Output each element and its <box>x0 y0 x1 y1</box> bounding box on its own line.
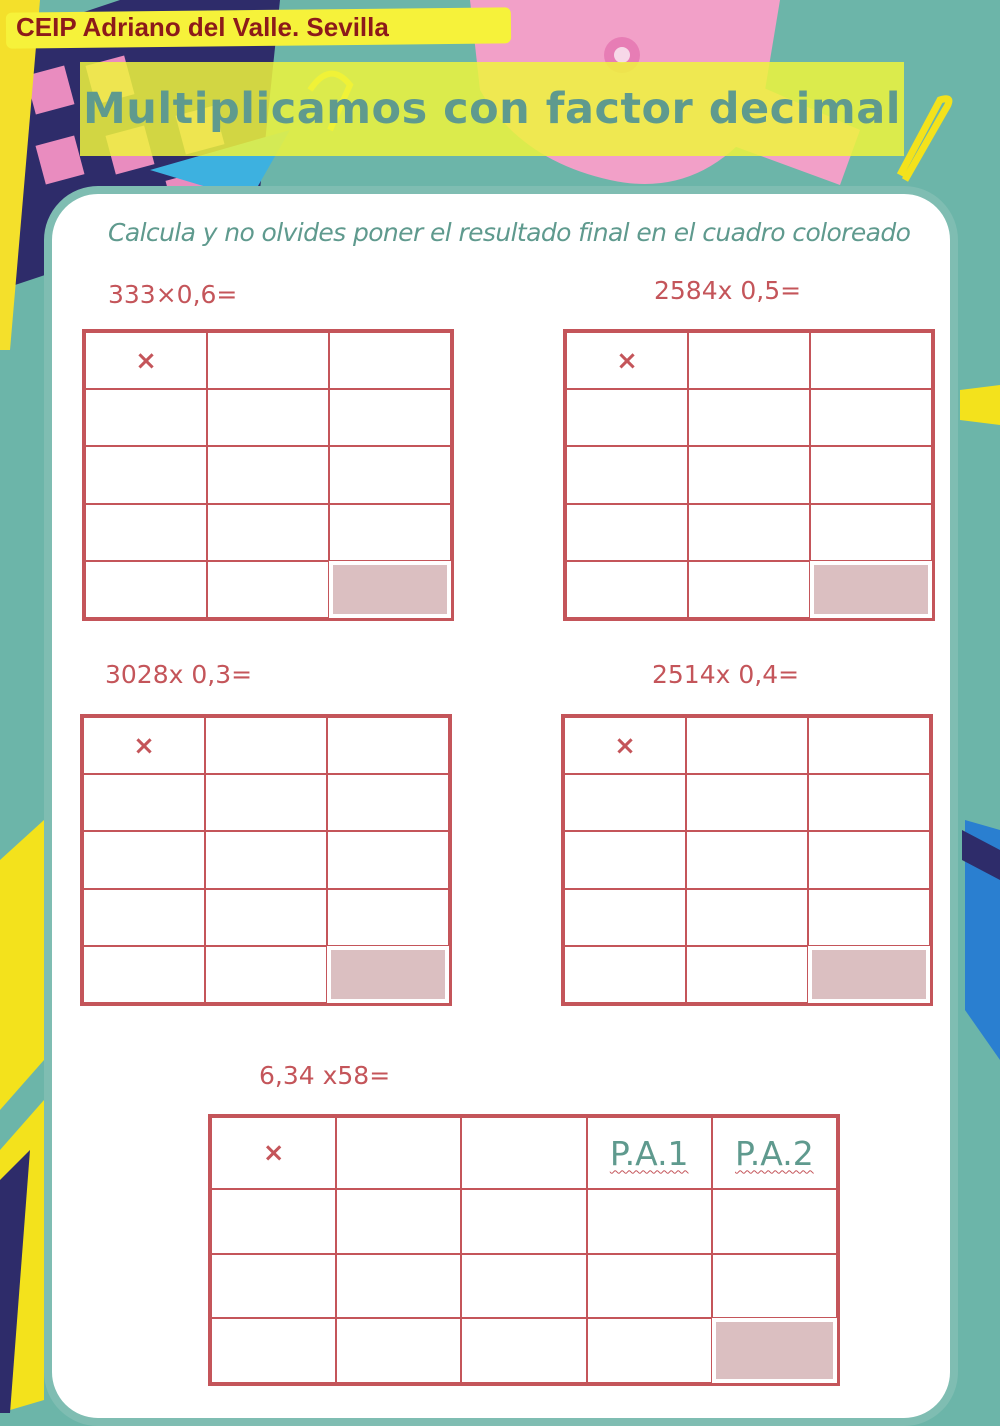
grid-cell[interactable] <box>566 446 688 503</box>
grid-cell[interactable] <box>85 332 207 389</box>
grid-cell[interactable] <box>207 332 329 389</box>
grid-cell[interactable] <box>564 831 686 888</box>
multiply-sign: × <box>614 730 636 761</box>
grid-cell[interactable] <box>211 1318 336 1383</box>
problem-5-label: 6,34 x58= <box>259 1061 391 1090</box>
grid-cell[interactable] <box>83 774 205 831</box>
grid-cell[interactable] <box>712 1189 837 1254</box>
grid-cell[interactable] <box>688 332 810 389</box>
problem-3-grid <box>80 714 452 1006</box>
paperclip-decoration <box>900 99 949 180</box>
grid-cell[interactable] <box>712 1254 837 1319</box>
grid-cell[interactable] <box>564 889 686 946</box>
grid-cell[interactable] <box>461 1189 586 1254</box>
problem-4-label: 2514x 0,4= <box>652 660 800 689</box>
grid-cell[interactable] <box>688 504 810 561</box>
multiply-sign: × <box>616 345 638 376</box>
grid-cell[interactable] <box>207 446 329 503</box>
grid-cell[interactable] <box>83 889 205 946</box>
grid-cell[interactable] <box>688 389 810 446</box>
grid-cell[interactable] <box>336 1189 461 1254</box>
problem-4-grid <box>561 714 933 1006</box>
grid-cell[interactable] <box>211 1117 336 1189</box>
grid-cell[interactable] <box>566 332 688 389</box>
grid-cell[interactable] <box>205 889 327 946</box>
result-cell[interactable] <box>329 561 451 618</box>
grid-cell[interactable] <box>564 717 686 774</box>
result-cell[interactable] <box>810 561 932 618</box>
grid-cell[interactable] <box>205 946 327 1003</box>
instructions-text: Calcula y no olvides poner el resultado final en el cuadro coloreado <box>108 218 911 247</box>
grid-cell[interactable] <box>336 1318 461 1383</box>
grid-cell[interactable] <box>688 446 810 503</box>
problem-1-grid <box>82 329 454 621</box>
result-cell[interactable] <box>327 946 449 1003</box>
grid-cell[interactable] <box>329 446 451 503</box>
school-name: CEIP Adriano del Valle. Sevilla <box>16 12 389 42</box>
grid-cell[interactable] <box>686 889 808 946</box>
grid-cell[interactable] <box>336 1254 461 1319</box>
problem-1-label: 333×0,6= <box>108 280 238 309</box>
grid-cell[interactable] <box>566 389 688 446</box>
grid-cell[interactable] <box>327 774 449 831</box>
grid-cell[interactable] <box>688 561 810 618</box>
grid-cell[interactable] <box>336 1117 461 1189</box>
grid-cell[interactable] <box>205 831 327 888</box>
grid-cell[interactable] <box>810 446 932 503</box>
grid-cell[interactable] <box>461 1318 586 1383</box>
grid-cell[interactable] <box>686 774 808 831</box>
grid-cell[interactable] <box>810 332 932 389</box>
result-cell[interactable] <box>712 1318 837 1383</box>
grid-cell[interactable] <box>566 504 688 561</box>
grid-cell[interactable] <box>327 889 449 946</box>
grid-cell[interactable] <box>329 504 451 561</box>
grid-cell[interactable] <box>587 1318 712 1383</box>
partial-product-1-label: P.A.1 <box>609 1133 689 1173</box>
grid-cell[interactable] <box>808 717 930 774</box>
grid-cell[interactable] <box>461 1117 586 1189</box>
grid-cell[interactable] <box>85 504 207 561</box>
partial-product-2-label: P.A.2 <box>735 1133 814 1173</box>
grid-cell[interactable] <box>85 446 207 503</box>
grid-cell[interactable] <box>461 1254 586 1319</box>
grid-cell[interactable] <box>85 389 207 446</box>
multiply-sign: × <box>135 345 157 376</box>
grid-cell[interactable] <box>83 946 205 1003</box>
grid-cell[interactable] <box>686 717 808 774</box>
grid-cell[interactable] <box>564 946 686 1003</box>
partial-product-1-header <box>587 1117 712 1189</box>
grid-cell[interactable] <box>686 831 808 888</box>
grid-cell[interactable] <box>587 1189 712 1254</box>
problem-2-label: 2584x 0,5= <box>654 276 802 305</box>
result-cell[interactable] <box>808 946 930 1003</box>
partial-product-2-header <box>712 1117 837 1189</box>
grid-cell[interactable] <box>808 831 930 888</box>
grid-cell[interactable] <box>810 389 932 446</box>
grid-cell[interactable] <box>808 774 930 831</box>
multiply-sign: × <box>262 1138 285 1168</box>
page-title: Multiplicamos con factor decimal <box>83 84 901 134</box>
grid-cell[interactable] <box>205 717 327 774</box>
grid-cell[interactable] <box>207 561 329 618</box>
problem-2-grid <box>563 329 935 621</box>
grid-cell[interactable] <box>327 717 449 774</box>
grid-cell[interactable] <box>83 717 205 774</box>
grid-cell[interactable] <box>329 332 451 389</box>
grid-cell[interactable] <box>211 1254 336 1319</box>
grid-cell[interactable] <box>207 389 329 446</box>
grid-cell[interactable] <box>211 1189 336 1254</box>
grid-cell[interactable] <box>83 831 205 888</box>
grid-cell[interactable] <box>564 774 686 831</box>
grid-cell[interactable] <box>85 561 207 618</box>
grid-cell[interactable] <box>327 831 449 888</box>
grid-cell[interactable] <box>207 504 329 561</box>
grid-cell[interactable] <box>810 504 932 561</box>
problem-5-grid <box>208 1114 840 1386</box>
grid-cell[interactable] <box>808 889 930 946</box>
grid-cell[interactable] <box>329 389 451 446</box>
grid-cell[interactable] <box>686 946 808 1003</box>
grid-cell[interactable] <box>205 774 327 831</box>
problem-3-label: 3028x 0,3= <box>105 660 253 689</box>
grid-cell[interactable] <box>566 561 688 618</box>
multiply-sign: × <box>133 730 155 761</box>
grid-cell[interactable] <box>587 1254 712 1319</box>
